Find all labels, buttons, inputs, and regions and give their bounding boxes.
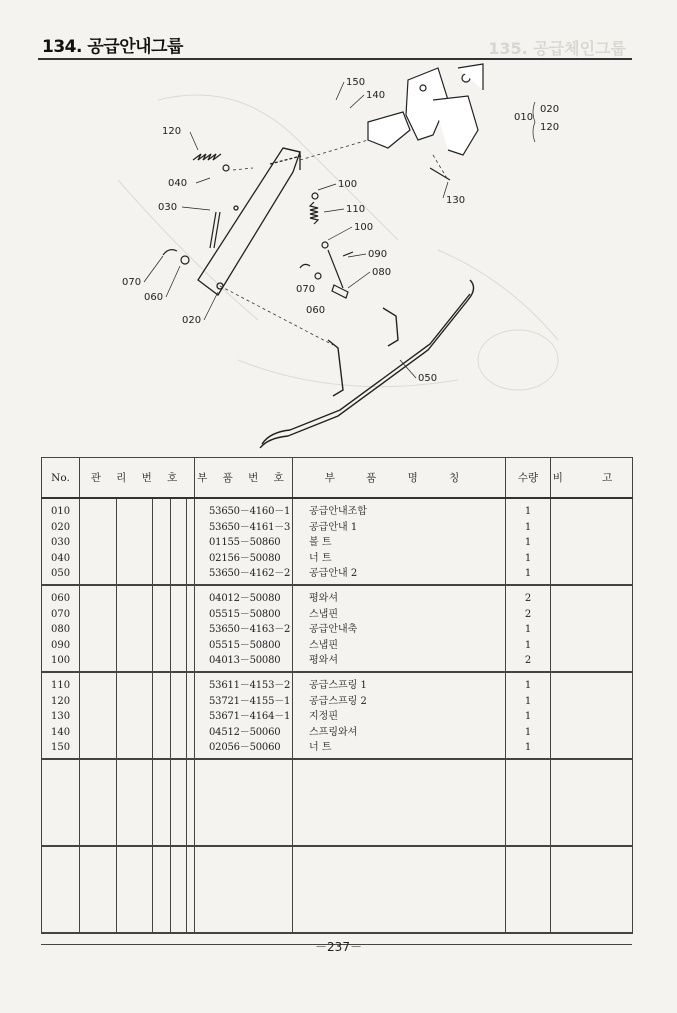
cell-no bbox=[42, 498, 80, 585]
page-title: 134. 공급안내그룹 bbox=[42, 37, 183, 57]
cell-note bbox=[551, 759, 633, 846]
cell-qty bbox=[506, 585, 551, 672]
cell-qty-value: 1 bbox=[524, 680, 532, 691]
cell-name-value: 지정핀 bbox=[309, 711, 338, 722]
guide-lever-020 bbox=[198, 148, 301, 295]
cell-qty-value: 1 bbox=[524, 537, 532, 548]
cell-part-no-value: 53650－4162－2 bbox=[209, 568, 291, 579]
cell-name bbox=[293, 585, 506, 672]
guide-rod-050 bbox=[260, 280, 474, 448]
callout-140: 140 bbox=[366, 90, 386, 101]
cell-mgmt bbox=[80, 498, 195, 585]
cell-mgmt bbox=[80, 585, 195, 672]
cell-name-value: 공급스프링 2 bbox=[309, 695, 367, 707]
callout-070-left: 070 bbox=[122, 277, 142, 288]
cell-part-no-value: 53721－4155－1 bbox=[209, 695, 291, 707]
cell-name-value: 공급스프링 1 bbox=[309, 680, 367, 691]
cell-name-value: 너 트 bbox=[309, 742, 332, 753]
cell-no-value: 130 bbox=[51, 711, 71, 722]
cell-part-no bbox=[195, 759, 293, 846]
cell-part-no bbox=[195, 498, 293, 585]
cell-no-value: 140 bbox=[51, 726, 71, 738]
cell-no bbox=[42, 846, 80, 933]
cell-name bbox=[293, 759, 506, 846]
cell-name bbox=[293, 846, 506, 933]
callout-110: 110 bbox=[346, 204, 366, 215]
cell-part-no-value: 05515－50800 bbox=[209, 639, 281, 651]
exploded-parts-diagram bbox=[38, 60, 632, 452]
callout-060-left: 060 bbox=[144, 292, 164, 303]
cell-name-value: 평와셔 bbox=[309, 655, 338, 666]
cell-name-value: 공급안내축 bbox=[309, 624, 358, 635]
callout-070-right: 070 bbox=[296, 284, 316, 295]
cell-part-no-value: 53650－4163－2 bbox=[209, 624, 291, 635]
cell-qty-value: 1 bbox=[524, 695, 532, 707]
cell-mgmt bbox=[80, 759, 195, 846]
cell-part-no-value: 53650－4160－1 bbox=[209, 506, 291, 517]
callout-100-bottom: 100 bbox=[354, 222, 374, 233]
cell-no bbox=[42, 585, 80, 672]
cell-no-value: 150 bbox=[51, 742, 71, 753]
cell-part-no-value: 04012－50080 bbox=[209, 593, 281, 604]
cell-qty-value: 1 bbox=[524, 568, 532, 579]
cell-no-value: 110 bbox=[51, 680, 71, 691]
cell-qty bbox=[506, 498, 551, 585]
callout-150: 150 bbox=[346, 77, 366, 88]
col-qty: 수량 bbox=[506, 458, 551, 499]
cell-part-no-value: 02056－50060 bbox=[209, 742, 281, 753]
spring-110 bbox=[310, 193, 343, 288]
cell-name-value: 공급안내 1 bbox=[309, 521, 358, 533]
cell-part-no-value: 01155－50860 bbox=[209, 537, 281, 548]
cell-name-value: 공급안내조합 bbox=[309, 506, 367, 517]
cell-name-value: 스프링와셔 bbox=[309, 726, 358, 738]
callout-120-ref: 120 bbox=[540, 122, 560, 133]
cell-no-value: 050 bbox=[51, 568, 71, 579]
callout-100-top: 100 bbox=[338, 179, 358, 190]
col-mgmt: 관 리 번 호 bbox=[80, 458, 195, 499]
cell-part-no-value: 02156－50080 bbox=[209, 552, 281, 564]
cell-qty-value: 2 bbox=[524, 608, 532, 620]
callout-080: 080 bbox=[372, 267, 392, 278]
cell-no-value: 100 bbox=[51, 655, 71, 666]
col-note: 비 고 bbox=[551, 458, 633, 499]
cell-no-value: 020 bbox=[51, 521, 71, 533]
cell-no-value: 010 bbox=[51, 506, 71, 517]
callout-020: 020 bbox=[182, 315, 202, 326]
cell-no-value: 120 bbox=[51, 695, 71, 707]
callout-020-ref: 020 bbox=[540, 104, 560, 115]
callout-090: 090 bbox=[368, 249, 388, 260]
cell-qty-value: 1 bbox=[524, 624, 532, 635]
cell-no bbox=[42, 672, 80, 759]
callout-labels bbox=[122, 77, 559, 384]
cell-qty-value: 1 bbox=[524, 552, 532, 564]
col-no: No. bbox=[42, 458, 80, 499]
table-row-group bbox=[42, 672, 633, 759]
cell-part-no-value: 04013－50080 bbox=[209, 655, 281, 666]
cell-note bbox=[551, 846, 633, 933]
cell-mgmt bbox=[80, 846, 195, 933]
cell-no-value: 060 bbox=[51, 593, 71, 604]
cell-no-value: 090 bbox=[51, 639, 71, 651]
bleed-through-title: 135. 공급체인그룹 bbox=[488, 39, 626, 58]
callout-010: 010 bbox=[514, 112, 534, 123]
table-row-group bbox=[42, 846, 633, 933]
page-number: －237－ bbox=[315, 940, 362, 954]
cell-qty bbox=[506, 672, 551, 759]
callout-050: 050 bbox=[418, 373, 438, 384]
cell-qty bbox=[506, 759, 551, 846]
cell-part-no-value: 53611－4153－2 bbox=[209, 680, 291, 691]
cell-name bbox=[293, 672, 506, 759]
cell-no-value: 080 bbox=[51, 624, 71, 635]
cell-part-no-value: 04512－50060 bbox=[209, 726, 281, 738]
table-row-group bbox=[42, 585, 633, 672]
cell-part-no bbox=[195, 672, 293, 759]
callout-040: 040 bbox=[168, 178, 188, 189]
cell-name-value: 공급안내 2 bbox=[309, 568, 358, 579]
cell-qty-value: 1 bbox=[524, 639, 532, 651]
cell-part-no-value: 53671－4164－1 bbox=[209, 711, 291, 722]
cell-no-value: 030 bbox=[51, 537, 71, 548]
cell-qty-value: 1 bbox=[524, 506, 532, 517]
callout-060-right: 060 bbox=[306, 305, 326, 316]
cell-part-no-value: 53650－4161－3 bbox=[209, 521, 291, 533]
cell-part-no bbox=[195, 585, 293, 672]
callout-130: 130 bbox=[446, 195, 466, 206]
top-bracket bbox=[368, 64, 483, 155]
cell-no bbox=[42, 759, 80, 846]
cell-qty-value: 1 bbox=[524, 742, 532, 753]
cell-name-value: 평와셔 bbox=[309, 593, 338, 604]
cell-mgmt bbox=[80, 672, 195, 759]
cell-qty-value: 2 bbox=[524, 593, 532, 604]
table-row-group bbox=[42, 759, 633, 846]
cell-qty-value: 2 bbox=[524, 655, 532, 666]
cell-part-no-value: 05515－50800 bbox=[209, 608, 281, 620]
cell-name-value: 스냅핀 bbox=[309, 608, 338, 620]
cell-note bbox=[551, 672, 633, 759]
cell-no-value: 040 bbox=[51, 552, 71, 564]
callout-030: 030 bbox=[158, 202, 178, 213]
cell-qty-value: 1 bbox=[524, 711, 532, 722]
cell-qty-value: 1 bbox=[524, 726, 532, 738]
cell-note bbox=[551, 585, 633, 672]
parts-table bbox=[41, 457, 633, 934]
cell-qty bbox=[506, 846, 551, 933]
col-part-no: 부 품 번 호 bbox=[195, 458, 293, 499]
cell-no-value: 070 bbox=[51, 608, 71, 620]
col-name: 부 품 명 칭 bbox=[293, 458, 506, 499]
cell-name bbox=[293, 498, 506, 585]
cell-qty-value: 1 bbox=[524, 521, 532, 533]
spring-120 bbox=[193, 154, 221, 160]
table-row-group bbox=[42, 498, 633, 585]
cell-name-value: 볼 트 bbox=[309, 537, 332, 548]
table-header-row bbox=[42, 458, 633, 499]
callout-120: 120 bbox=[162, 126, 182, 137]
cell-name-value: 스냅핀 bbox=[309, 639, 338, 651]
cell-name-value: 너 트 bbox=[309, 552, 332, 564]
cell-part-no bbox=[195, 846, 293, 933]
page-header bbox=[38, 30, 632, 60]
cell-note bbox=[551, 498, 633, 585]
